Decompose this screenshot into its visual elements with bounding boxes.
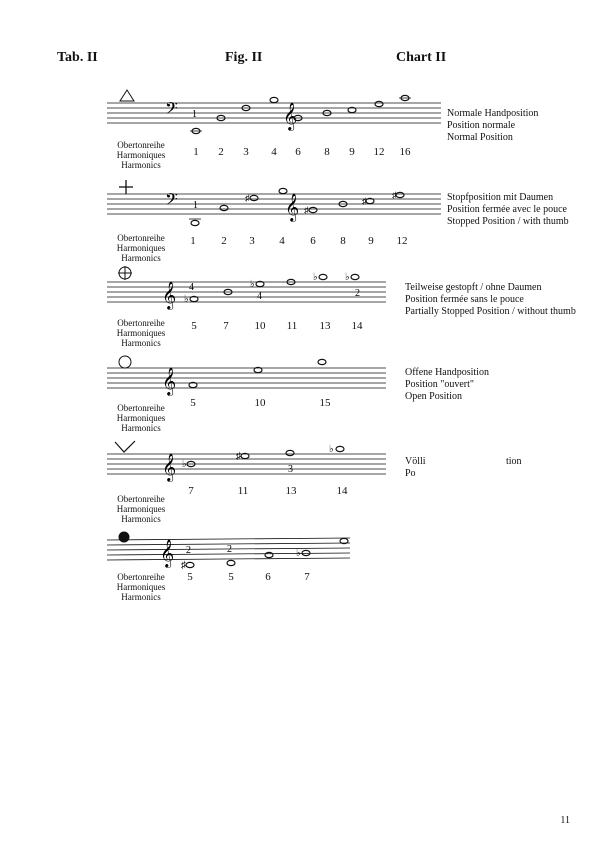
svg-text:♯: ♯	[236, 451, 241, 462]
svg-text:♭: ♭	[345, 272, 350, 283]
row-label: Harmonics	[121, 592, 161, 602]
svg-text:1: 1	[192, 109, 197, 120]
row-label: Harmoniques	[116, 413, 166, 423]
harmonic-number: 3	[243, 146, 249, 158]
description-line: Stopped Position / with thumb	[447, 216, 569, 227]
section-fully-stopped	[0, 438, 600, 523]
harmonic-number: 2	[218, 146, 224, 158]
harmonic-number: 15	[319, 397, 331, 409]
svg-text:2: 2	[186, 545, 191, 556]
treble-clef-icon: 𝄞	[162, 455, 177, 481]
triangle-icon	[120, 90, 134, 101]
svg-text:♯: ♯	[362, 196, 367, 206]
harmonic-number: 13	[319, 320, 331, 332]
svg-text:♯: ♯	[392, 190, 397, 200]
svg-text:2: 2	[227, 544, 232, 555]
row-label: Obertonreihe	[117, 233, 165, 243]
bass-clef-icon: 𝄢	[165, 191, 178, 213]
plus-icon	[119, 180, 133, 194]
v-mark-icon	[115, 441, 135, 452]
harmonic-number: 9	[368, 235, 374, 247]
description-line: Position fermée sans le pouce	[405, 294, 524, 305]
description-line: Open Position	[405, 391, 462, 402]
harmonic-number: 13	[285, 485, 297, 497]
svg-text:♯: ♯	[245, 193, 250, 203]
section-dot-position	[0, 528, 600, 603]
harmonic-number: 7	[188, 485, 194, 497]
row-label: Obertonreihe	[117, 140, 165, 150]
row-label: Harmoniques	[116, 582, 166, 592]
harmonic-number: 4	[271, 146, 277, 158]
description-line: Position "ouvert"	[405, 379, 474, 390]
page-number: 11	[560, 815, 570, 826]
harmonic-number: 6	[295, 146, 301, 158]
row-label: Obertonreihe	[117, 318, 165, 328]
row-label: Harmoniques	[116, 243, 166, 253]
harmonic-number: 6	[265, 571, 271, 583]
row-label: Obertonreihe	[117, 494, 165, 504]
section-normal-position	[0, 88, 600, 168]
description-line: Position normale	[447, 120, 516, 131]
circle-plus-icon	[118, 266, 132, 280]
description-line: Normal Position	[447, 132, 513, 143]
treble-clef-icon: 𝄞	[162, 369, 177, 395]
harmonic-number: 5	[228, 571, 234, 583]
harmonic-number: 11	[237, 485, 249, 497]
description-fragment: tion	[506, 456, 522, 467]
harmonic-number: 10	[254, 320, 266, 332]
row-label: Harmonics	[121, 338, 161, 348]
harmonic-number: 7	[304, 571, 310, 583]
tab-heading: Tab. II	[57, 50, 98, 65]
svg-text:♭: ♭	[184, 294, 189, 305]
harmonic-number: 9	[349, 146, 355, 158]
harmonic-number: 14	[351, 320, 363, 332]
description-line: Offene Handposition	[405, 367, 489, 378]
harmonic-number: 16	[399, 146, 411, 158]
svg-text:♭: ♭	[329, 444, 334, 455]
harmonic-number: 5	[190, 397, 196, 409]
harmonic-number: 7	[223, 320, 229, 332]
row-label: Harmoniques	[116, 328, 166, 338]
harmonic-number: 6	[310, 235, 316, 247]
svg-text:♭: ♭	[182, 459, 187, 470]
svg-text:♯: ♯	[181, 560, 186, 571]
treble-clef-icon: 𝄞	[283, 104, 298, 130]
treble-clef-icon: 𝄞	[285, 195, 300, 221]
row-label: Harmoniques	[116, 504, 166, 514]
svg-text:♭: ♭	[296, 548, 301, 559]
fig-heading: Fig. II	[225, 50, 263, 65]
harmonic-number: 12	[396, 235, 408, 247]
staff-dot	[0, 528, 600, 578]
svg-text:1: 1	[193, 200, 198, 211]
description-line: Stopfposition mit Daumen	[447, 192, 554, 203]
row-label: Harmonics	[121, 514, 161, 524]
harmonic-number: 2	[221, 235, 227, 247]
row-label: Obertonreihe	[117, 572, 165, 582]
section-open-position	[0, 352, 600, 432]
harmonic-number: 11	[286, 320, 298, 332]
description-line: Partially Stopped Position / without thumb	[405, 306, 576, 317]
svg-text:3: 3	[288, 464, 293, 475]
section-partially-stopped	[0, 266, 600, 346]
harmonic-number: 4	[279, 235, 285, 247]
description-fragment: Po	[405, 468, 416, 479]
harmonic-number: 3	[249, 235, 255, 247]
harmonic-number: 8	[324, 146, 330, 158]
svg-text:♭: ♭	[313, 272, 318, 283]
harmonic-number: 10	[254, 397, 266, 409]
description-line: Teilweise gestopft / ohne Daumen	[405, 282, 542, 293]
description-fragment: Völli	[405, 456, 426, 467]
chart-heading: Chart II	[396, 50, 447, 65]
filled-dot-icon	[119, 532, 130, 543]
row-label: Harmonics	[121, 423, 161, 433]
description-line: Position fermée avec le pouce	[447, 204, 567, 215]
row-label: Harmonics	[121, 253, 161, 263]
bass-clef-icon: 𝄢	[165, 100, 178, 122]
section-stopped-position	[0, 178, 600, 263]
staff-open	[0, 352, 600, 412]
harmonic-number: 8	[340, 235, 346, 247]
harmonic-number: 14	[336, 485, 348, 497]
treble-clef-icon: 𝄞	[160, 541, 175, 567]
harmonic-number: 1	[190, 235, 196, 247]
row-label: Harmonics	[121, 160, 161, 170]
row-label: Obertonreihe	[117, 403, 165, 413]
svg-text:4: 4	[257, 291, 262, 302]
svg-text:4: 4	[189, 282, 194, 293]
description-line: Normale Handposition	[447, 108, 539, 119]
harmonic-number: 12	[373, 146, 385, 158]
svg-text:♯: ♯	[304, 205, 309, 215]
svg-text:♭: ♭	[250, 279, 255, 290]
circle-icon	[119, 356, 131, 368]
row-label: Harmoniques	[116, 150, 166, 160]
treble-clef-icon: 𝄞	[162, 283, 177, 309]
harmonic-number: 5	[187, 571, 193, 583]
harmonic-number: 1	[193, 146, 199, 158]
harmonic-number: 5	[191, 320, 197, 332]
svg-text:2: 2	[355, 288, 360, 299]
